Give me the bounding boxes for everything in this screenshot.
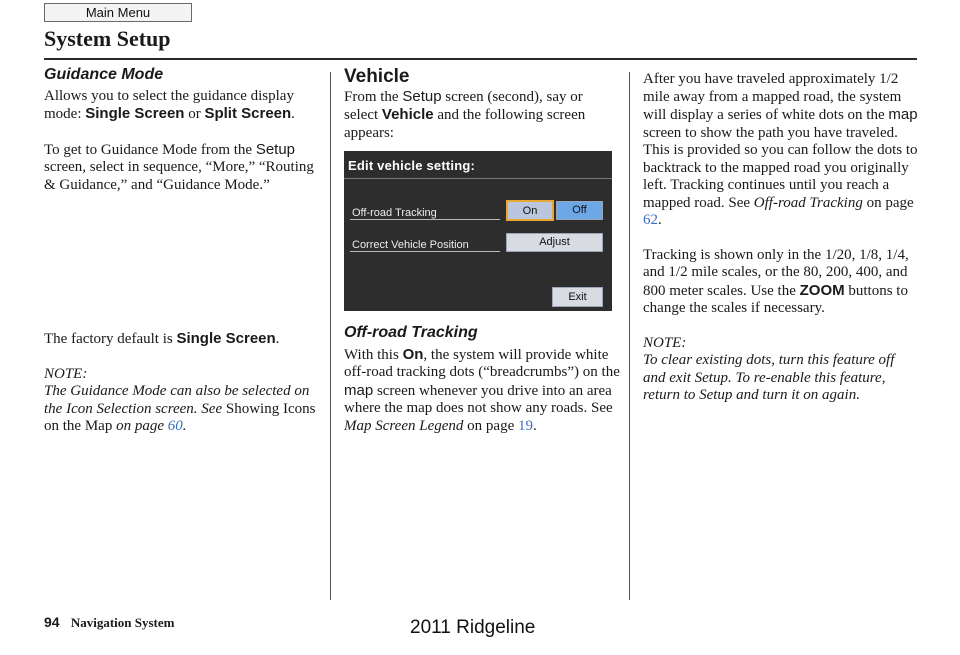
term-map: map — [888, 106, 918, 123]
off-button[interactable]: Off — [556, 201, 603, 220]
term-split-screen: Split Screen — [204, 105, 292, 122]
adjust-button[interactable]: Adjust — [506, 233, 603, 252]
text: . — [658, 212, 662, 228]
text: To get to Guidance Mode from the — [44, 141, 256, 158]
text: Showing Icons on the Map — [44, 400, 316, 434]
term-single-screen: Single Screen — [85, 105, 185, 122]
tracking-details-text — [643, 71, 919, 230]
heading-vehicle: Vehicle — [344, 66, 410, 87]
title-rule — [44, 58, 917, 60]
row-underline — [350, 251, 500, 252]
factory-default — [44, 330, 320, 349]
offroad-tracking-text — [344, 346, 620, 436]
text: With this — [344, 346, 403, 363]
heading-offroad-tracking: Off-road Tracking — [344, 324, 478, 341]
text: screen whenever you drive into an area where the map does not show any roads. See — [344, 382, 613, 416]
text: . — [182, 418, 187, 434]
term-zoom: ZOOM — [799, 281, 845, 299]
guidance-mode-steps — [44, 141, 320, 195]
text: The Guidance Mode can also be selected on the Icon Selection screen. See — [44, 383, 310, 417]
page-link-60[interactable]: 60 — [167, 418, 183, 434]
correct-position-label: Correct Vehicle Position — [352, 239, 469, 251]
text: , the system will provide white off-road tracking dots (“breadcrumbs”) on the — [344, 346, 620, 380]
text: on page — [463, 417, 518, 434]
term-map: map — [344, 381, 374, 399]
screen-title: Edit vehicle setting: — [348, 158, 476, 173]
text: on page — [112, 418, 168, 434]
term-on: On — [402, 345, 424, 363]
note-text — [44, 383, 320, 436]
main-menu-button[interactable]: Main Menu — [44, 3, 192, 22]
text: screen to show the path you have traveled. This is provided so you can follow the dots to backtrack to the mapped road you originally left. Tracking continues until you reach a mapped road. See — [643, 124, 918, 211]
text: . — [275, 331, 280, 347]
column-vehicle — [344, 68, 620, 435]
text: The factory default is — [44, 331, 177, 347]
term-setup: Setup — [255, 140, 296, 158]
column-divider-2 — [629, 72, 630, 600]
guidance-mode-intro — [44, 88, 320, 124]
column-divider-1 — [330, 72, 331, 600]
page-footer — [44, 614, 174, 631]
vehicle-intro — [344, 88, 620, 143]
term-vehicle: Vehicle — [381, 106, 434, 123]
tracking-scales-text — [643, 247, 919, 318]
page-link-62[interactable]: 62 — [643, 212, 658, 228]
heading-guidance-mode: Guidance Mode — [44, 66, 164, 83]
text: . — [291, 106, 295, 122]
watermark-text: 2011 Ridgeline — [410, 617, 536, 638]
screen-separator — [344, 178, 612, 179]
on-button[interactable]: On — [506, 200, 554, 221]
row-underline — [350, 219, 500, 220]
text: . — [533, 417, 537, 434]
text: After you have traveled approximately 1/2 mile away from a mapped road, the system will display a series of white dots on the — [643, 71, 902, 123]
text: screen, select in sequence, “More,” “Routing & Guidance,” and “Guidance Mode.” — [44, 159, 314, 193]
offroad-tracking-label: Off-road Tracking — [352, 207, 437, 219]
note-label: NOTE: — [44, 365, 88, 382]
edit-vehicle-screenshot — [344, 151, 612, 311]
manual-name: Navigation System — [70, 615, 175, 630]
term-single-screen: Single Screen — [176, 330, 276, 347]
page-title: System Setup — [44, 26, 171, 51]
page-link-19[interactable]: 19 — [518, 417, 533, 434]
text: Allows you to select the guidance display mode: — [44, 87, 294, 122]
text: and the following screen appears: — [344, 107, 586, 141]
text: From the — [344, 88, 403, 105]
text: screen (second), say or select — [344, 88, 583, 123]
text: or — [184, 106, 205, 122]
text: buttons to change the scales if necessary. — [643, 282, 908, 316]
exit-button[interactable]: Exit — [552, 287, 603, 307]
page-number: 94 — [44, 614, 60, 630]
note-label: NOTE: — [643, 334, 687, 351]
text: Map Screen Legend — [344, 417, 464, 434]
text: Off-road Tracking — [753, 194, 863, 211]
text: Tracking is shown only in the 1/20, 1/8, 1/4, and 1/2 mile scales, or the 80, 200, 400, and 800 meter scales. Use the — [643, 246, 909, 299]
text: on page — [862, 194, 914, 211]
note-text: To clear existing dots, turn this feature off and exit Setup. To re-enable this feature, return to Setup and turn it on again. — [643, 352, 895, 403]
term-setup: Setup — [402, 87, 442, 105]
column-tracking-details — [643, 71, 919, 405]
column-guidance-mode — [44, 66, 320, 436]
